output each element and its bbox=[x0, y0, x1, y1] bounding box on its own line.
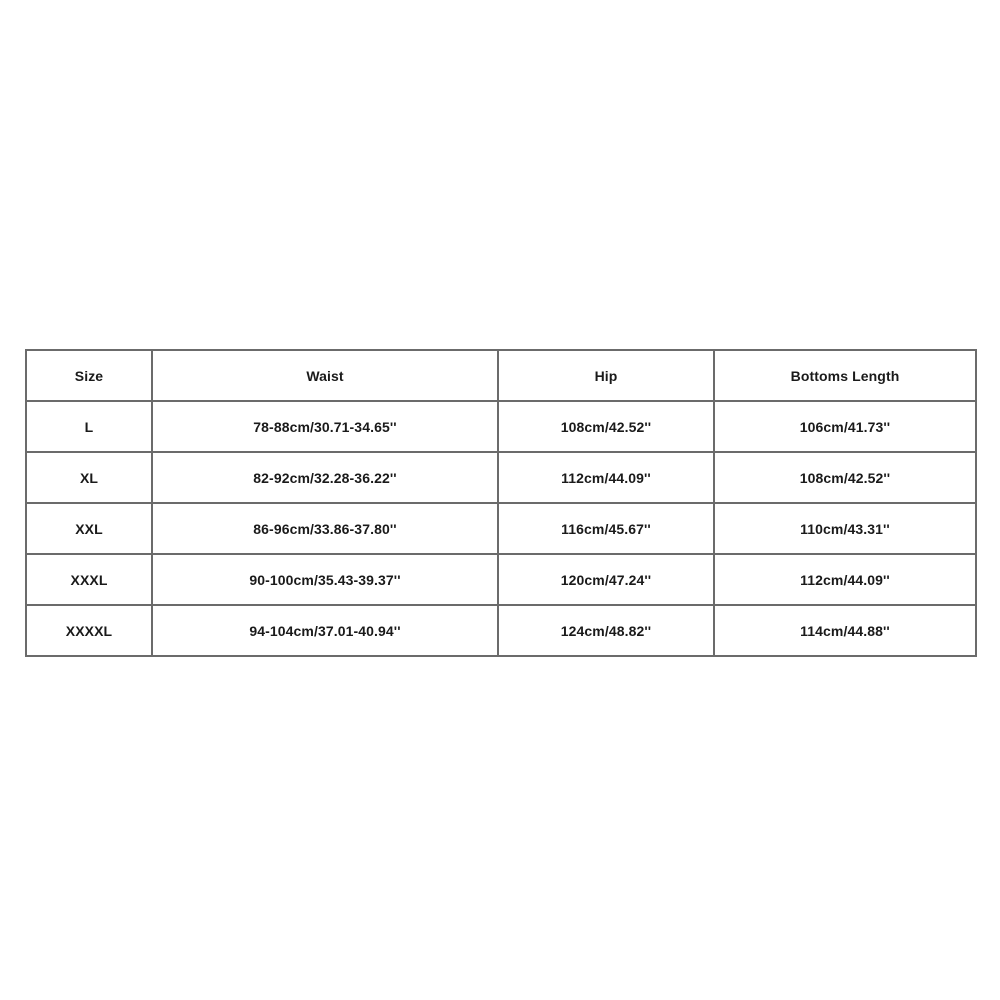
table-row bbox=[26, 605, 976, 656]
cell-size: XXXL bbox=[26, 554, 152, 605]
header-row bbox=[26, 350, 976, 401]
header-size: Size bbox=[26, 350, 152, 401]
cell-bottoms-length: 110cm/43.31'' bbox=[714, 503, 976, 554]
cell-size: L bbox=[26, 401, 152, 452]
cell-bottoms-length: 106cm/41.73'' bbox=[714, 401, 976, 452]
cell-bottoms-length: 114cm/44.88'' bbox=[714, 605, 976, 656]
cell-bottoms-length: 112cm/44.09'' bbox=[714, 554, 976, 605]
header-waist: Waist bbox=[152, 350, 498, 401]
header-hip: Hip bbox=[498, 350, 714, 401]
cell-size: XL bbox=[26, 452, 152, 503]
cell-size: XXXXL bbox=[26, 605, 152, 656]
cell-hip: 116cm/45.67'' bbox=[498, 503, 714, 554]
cell-hip: 112cm/44.09'' bbox=[498, 452, 714, 503]
table-row bbox=[26, 401, 976, 452]
cell-waist: 86-96cm/33.86-37.80'' bbox=[152, 503, 498, 554]
cell-bottoms-length: 108cm/42.52'' bbox=[714, 452, 976, 503]
cell-size: XXL bbox=[26, 503, 152, 554]
cell-waist: 90-100cm/35.43-39.37'' bbox=[152, 554, 498, 605]
header-bottoms-length: Bottoms Length bbox=[714, 350, 976, 401]
table-row bbox=[26, 503, 976, 554]
cell-hip: 108cm/42.52'' bbox=[498, 401, 714, 452]
cell-waist: 82-92cm/32.28-36.22'' bbox=[152, 452, 498, 503]
cell-hip: 124cm/48.82'' bbox=[498, 605, 714, 656]
table-row bbox=[26, 452, 976, 503]
table-row bbox=[26, 554, 976, 605]
size-chart-table bbox=[25, 349, 977, 657]
cell-hip: 120cm/47.24'' bbox=[498, 554, 714, 605]
cell-waist: 94-104cm/37.01-40.94'' bbox=[152, 605, 498, 656]
cell-waist: 78-88cm/30.71-34.65'' bbox=[152, 401, 498, 452]
